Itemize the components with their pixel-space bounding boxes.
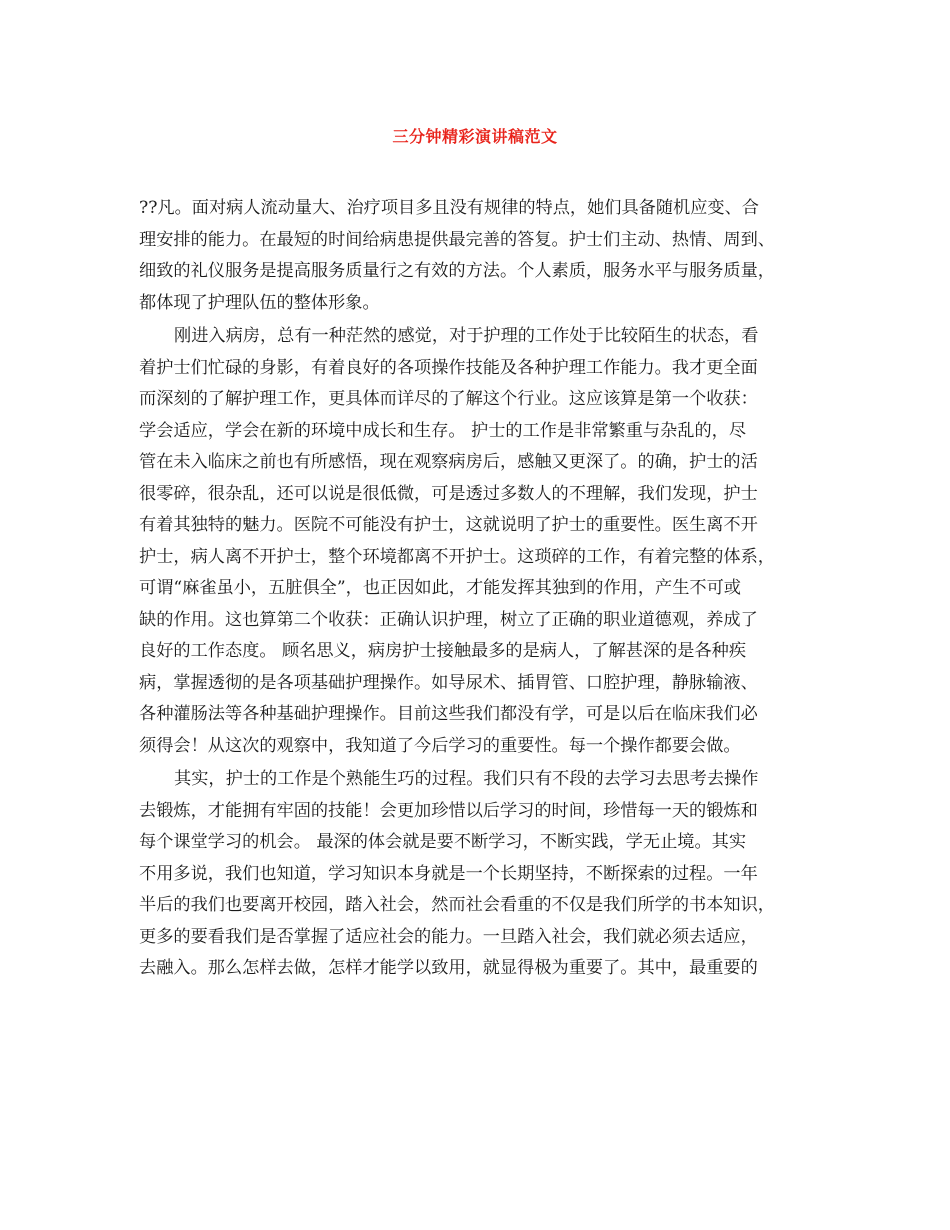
text-line: 刚进入病房，总有一种茫然的感觉，对于护理的工作处于比较陌生的状态，看 <box>174 326 759 346</box>
document-body <box>139 193 819 985</box>
text-line: 每个课堂学习的机会。 最深的体会就是要不断学习，不断实践，学无止境。其实 <box>139 832 747 852</box>
document-title: 三分钟精彩演讲稿范文 <box>392 127 558 146</box>
text-line: 可谓“麻雀虽小，五脏俱全”，也正因如此，才能发挥其独到的作用，产生不可或 <box>139 578 741 598</box>
text-line: 去融入。那么怎样去做，怎样才能学以致用，就显得极为重要了。其中，最重要的 <box>139 958 758 978</box>
text-line: 病，掌握透彻的是各项基础护理操作。如导尿术、插胃管、口腔护理，静脉输液、 <box>139 672 758 693</box>
text-line: 更多的要看我们是否掌握了适应社会的能力。一旦踏入社会，我们就必须去适应， <box>139 926 758 947</box>
text-line: 有着其独特的魅力。医院不可能没有护士，这就说明了护士的重要性。医生离不开 <box>139 515 758 535</box>
text-line: 理安排的能力。在最短的时间给病患提供最完善的答复。护士们主动、热情、周到、 <box>139 229 775 250</box>
text-line: 去锻炼，才能拥有牢固的技能！会更加珍惜以后学习的时间，珍惜每一天的锻炼和 <box>139 800 758 821</box>
text-line: 都体现了护理队伍的整体形象。 <box>139 292 380 313</box>
text-line: 其实，护士的工作是个熟能生巧的过程。我们只有不段的去学习去思考去操作 <box>174 769 759 789</box>
text-line: 着护士们忙碌的身影，有着良好的各项操作技能及各种护理工作能力。我才更全面 <box>139 357 758 378</box>
text-line: 细致的礼仪服务是提高服务质量行之有效的方法。个人素质，服务水平与服务质量， <box>139 261 775 281</box>
text-line: 须得会！从这次的观察中，我知道了今后学习的重要性。每一个操作都要会做。 <box>139 735 741 756</box>
text-line: 各种灌肠法等各种基础护理操作。目前这些我们都没有学，可是以后在临床我们必 <box>139 704 758 724</box>
text-line: 而深刻的了解护理工作，更具体而详尽的了解这个行业。这应该算是第一个收获： <box>139 389 758 409</box>
text-line: 半后的我们也要离开校园，踏入社会，然而社会看重的不仅是我们所学的书本知识， <box>139 895 775 915</box>
text-line: 很零碎，很杂乱，还可以说是很低微，可是透过多数人的不理解，我们发现，护士 <box>139 483 758 504</box>
text-line: 良好的工作态度。 顾名思义，病房护士接触最多的是病人，了解甚深的是各种疾 <box>139 641 747 661</box>
text-line: ??凡。面对病人流动量大、治疗项目多且没有规律的特点，她们具备随机应变、合 <box>139 198 759 218</box>
text-line: 不用多说，我们也知道，学习知识本身就是一个长期坚持，不断探索的过程。一年 <box>139 863 758 884</box>
text-line: 管在未入临床之前也有所感悟，现在观察病房后，感触又更深了。的确，护士的活 <box>139 452 758 472</box>
text-line: 缺的作用。这也算第二个收获：正确认识护理，树立了正确的职业道德观，养成了 <box>139 609 758 630</box>
text-line: 护士，病人离不开护士，整个环境都离不开护士。这琐碎的工作，有着完整的体系， <box>139 546 775 567</box>
text-line: 学会适应，学会在新的环境中成长和生存。 护士的工作是非常繁重与杂乱的，尽 <box>139 420 747 441</box>
